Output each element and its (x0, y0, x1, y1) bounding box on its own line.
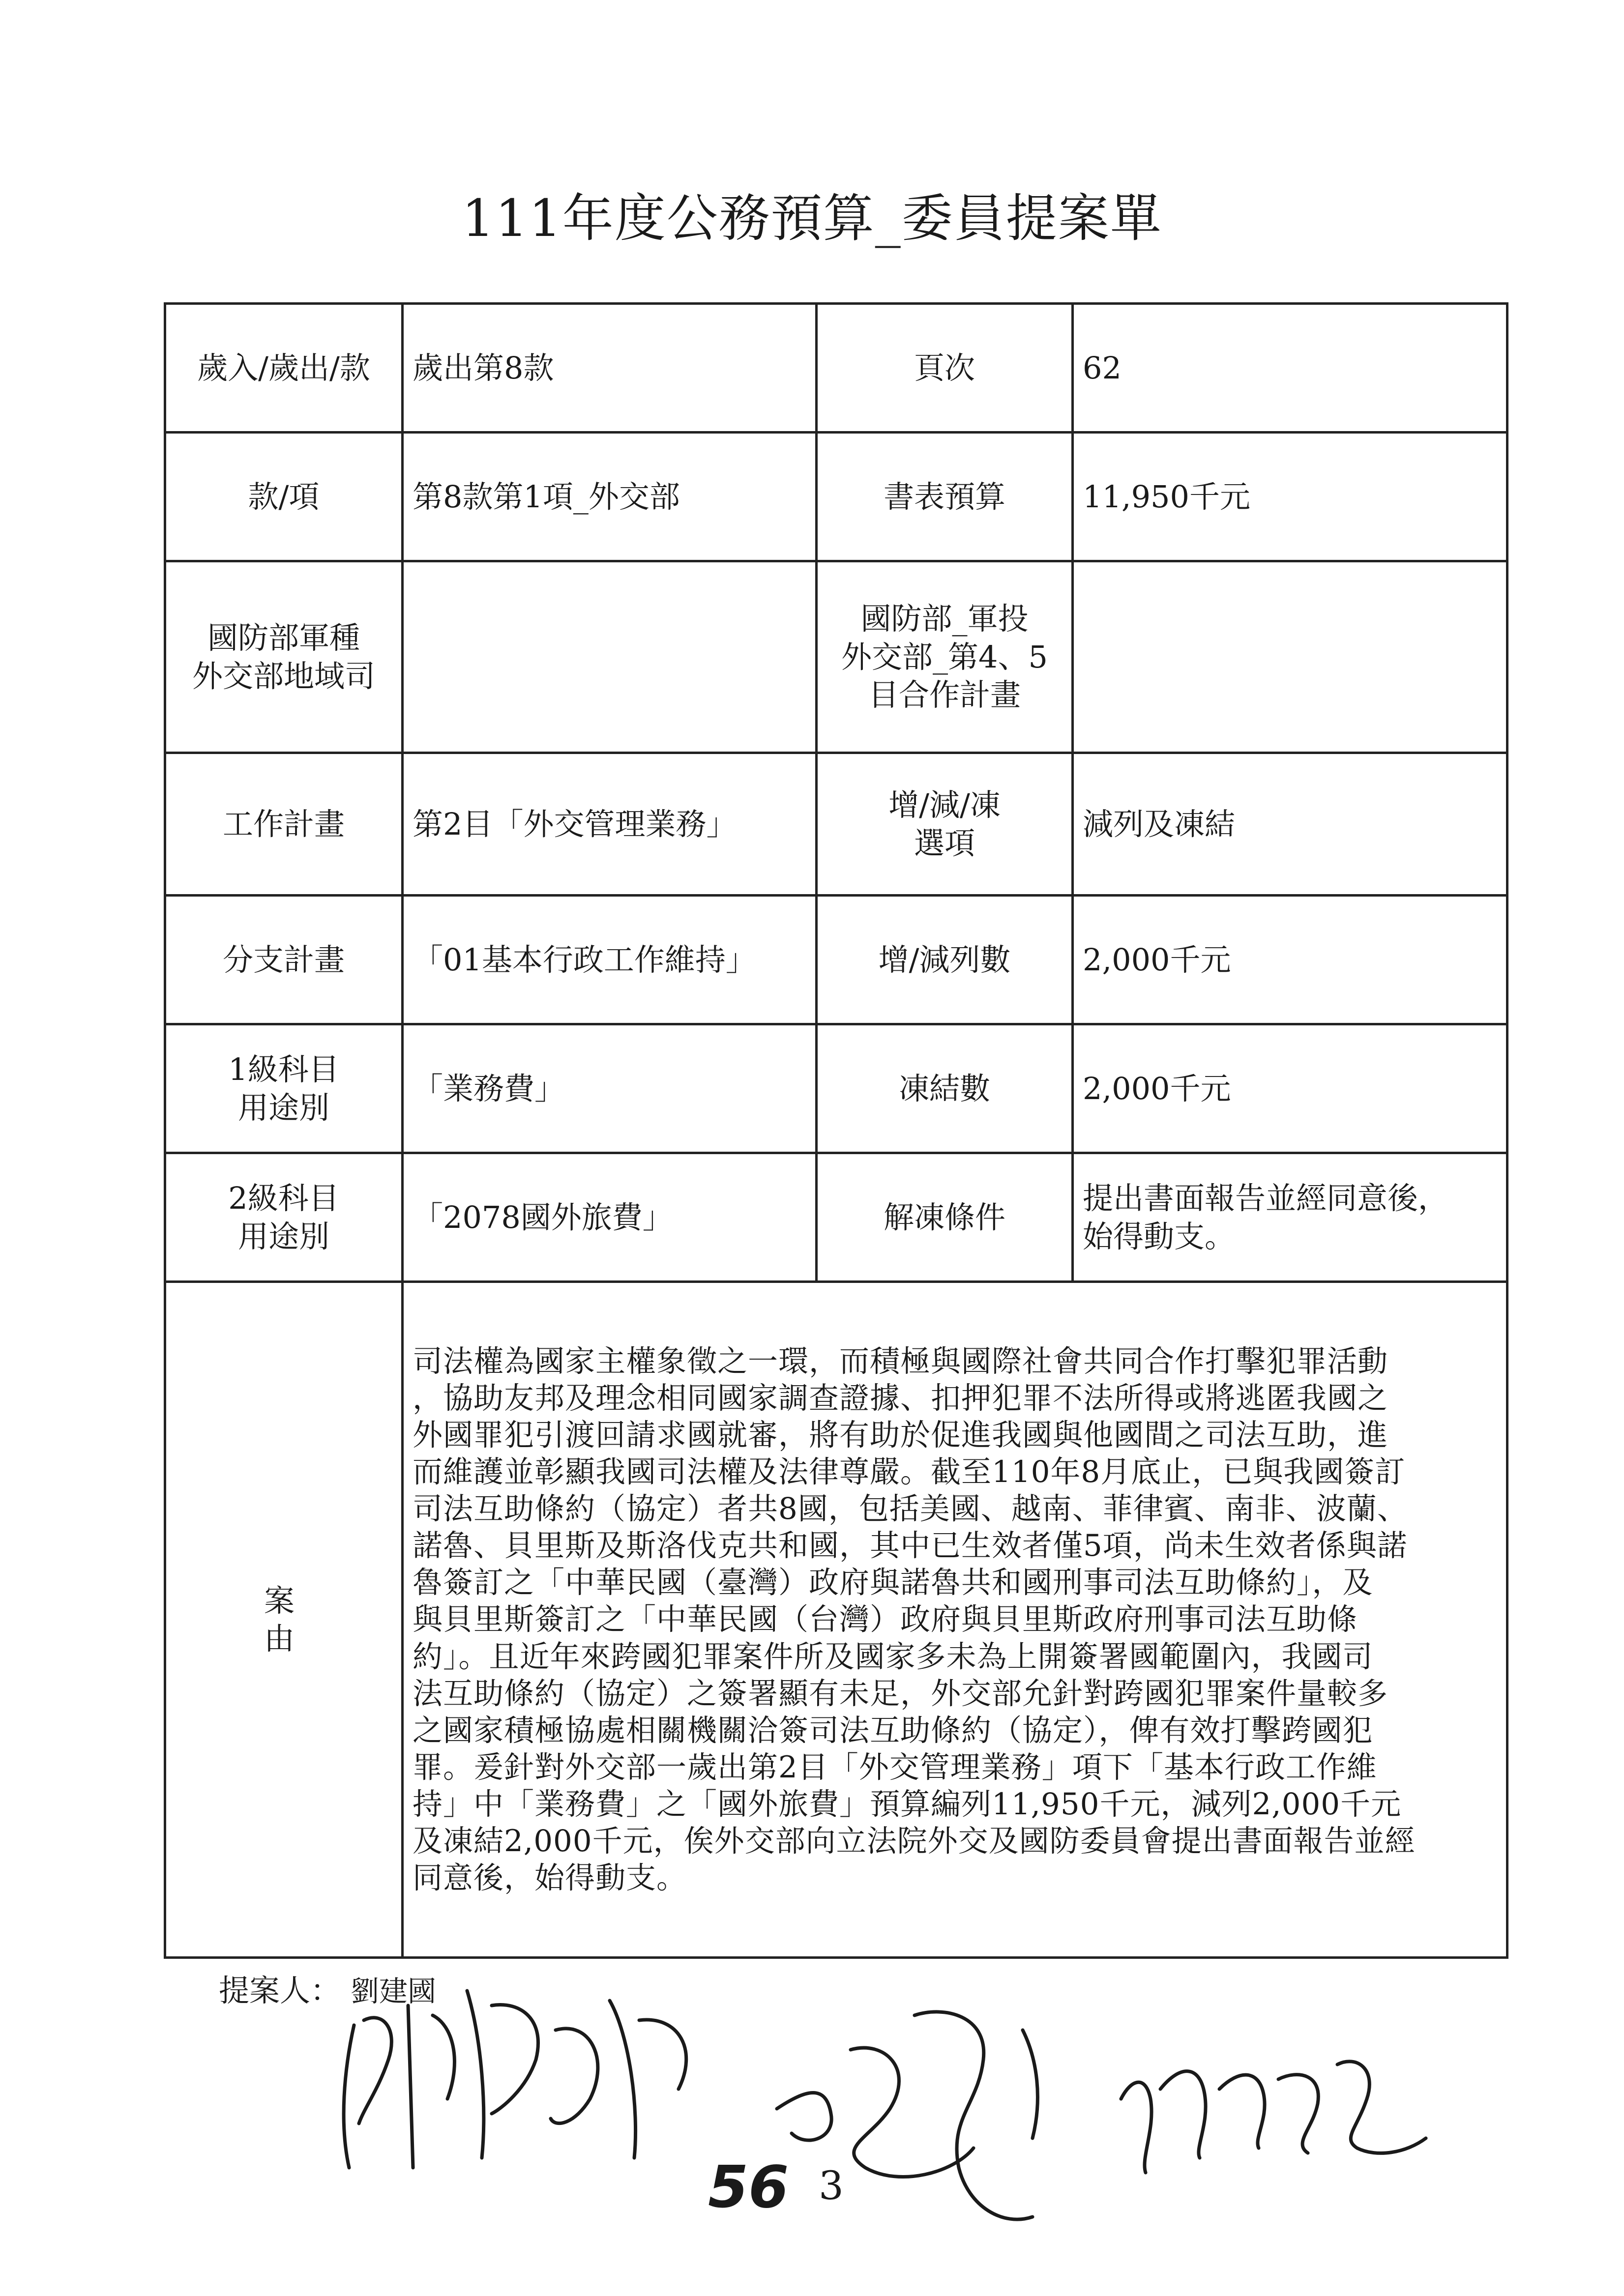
label-work-plan: 工作計畫 (165, 753, 403, 896)
unfreeze-condition-line: 提出書面報告並經同意後， (1083, 1180, 1449, 1216)
proposer-name: 劉建國 (351, 1975, 437, 2008)
label-option (817, 753, 1073, 896)
reason-line: 法互助條約（協定）之簽署顯有未足，外交部允針對跨國犯罪案件量較多 (413, 1676, 1388, 1711)
reason-text (403, 1282, 1507, 1958)
page-title: 111年度公務預算_委員提案單 (462, 188, 1162, 248)
label-level2-line: 2級科目 (228, 1180, 339, 1216)
value-budget: 11,950千元 (1073, 433, 1507, 561)
label-budget: 書表預算 (817, 433, 1073, 561)
row-reason (165, 1282, 1507, 1958)
label-level1 (165, 1024, 403, 1153)
reason-line: 而維護並彰顯我國司法權及法律尊嚴。截至110年8月底止，已與我國簽訂 (413, 1454, 1406, 1490)
label-page: 頁次 (817, 304, 1073, 433)
label-account-type: 歲入/歲出/款 (165, 304, 403, 433)
reason-line: 司法權為國家主權象徵之一環，而積極與國際社會共同合作打擊犯罪活動 (413, 1344, 1388, 1379)
value-cooperation-plan (1073, 561, 1507, 753)
value-option: 減列及凍結 (1073, 753, 1507, 896)
label-cooperation-plan (817, 561, 1073, 753)
label-level2 (165, 1153, 403, 1282)
signature-stroke (1121, 2062, 1426, 2173)
reason-line: 魯簽訂之「中華民國（臺灣）政府與諾魯共和國刑事司法互助條約」，及 (413, 1565, 1373, 1600)
handwritten-page-number: 56 (708, 2153, 789, 2221)
value-page: 62 (1073, 304, 1507, 433)
proposer-label: 提案人： (219, 1973, 341, 2008)
value-item: 第8款第1項_外交部 (403, 433, 817, 561)
proposal-form-table (164, 302, 1508, 1959)
label-option-line: 增/減/凍 (888, 787, 1001, 823)
reason-line: 司法互助條約（協定）者共8國，包括美國、越南、菲律賓、南非、波蘭、 (413, 1491, 1408, 1527)
handwritten-signatures (334, 1961, 1490, 2237)
unfreeze-condition-line: 始得動支。 (1083, 1218, 1236, 1254)
value-level1: 「業務費」 (403, 1024, 817, 1153)
reason-line: 持」中「業務費」之「國外旅費」預算編列11,950千元，減列2,000千元 (413, 1786, 1402, 1822)
reason-line: 外國罪犯引渡回請求國就審，將有助於促進我國與他國間之司法互助，進 (413, 1418, 1388, 1453)
printed-page-number: 3 (819, 2163, 844, 2209)
label-department-line: 外交部地域司 (192, 658, 375, 694)
label-department-line: 國防部軍種 (207, 620, 360, 656)
value-unfreeze-condition (1073, 1153, 1507, 1282)
value-level2: 「2078國外旅費」 (403, 1153, 817, 1282)
value-frozen-amount: 2,000千元 (1073, 1024, 1507, 1153)
label-reason: 案由 (165, 1282, 403, 1958)
row-level2 (165, 1153, 1507, 1282)
row-account (165, 304, 1507, 433)
value-adjust-amount: 2,000千元 (1073, 896, 1507, 1024)
label-item: 款/項 (165, 433, 403, 561)
label-option-line: 選項 (914, 825, 975, 861)
label-frozen-amount: 凍結數 (817, 1024, 1073, 1153)
reason-line: ，協助友邦及理念相同國家調查證據、扣押犯罪不法所得或將逃匿我國之 (413, 1381, 1388, 1416)
value-work-plan: 第2目「外交管理業務」 (403, 753, 817, 896)
row-item (165, 433, 1507, 561)
label-cooperation-line: 國防部_軍投 (860, 601, 1029, 637)
label-unfreeze-condition: 解凍條件 (817, 1153, 1073, 1282)
reason-line: 之國家積極協處相關機關洽簽司法互助條約（協定），俾有效打擊跨國犯 (413, 1713, 1373, 1748)
signature-stroke (777, 2012, 1037, 2219)
row-department (165, 561, 1507, 753)
label-branch-plan: 分支計畫 (165, 896, 403, 1024)
value-branch-plan: 「01基本行政工作維持」 (403, 896, 817, 1024)
label-level1-line: 1級科目 (228, 1051, 339, 1087)
reason-line: 同意後，始得動支。 (413, 1860, 687, 1895)
row-work-plan (165, 753, 1507, 896)
signature-stroke (344, 1991, 686, 2168)
label-level1-line: 用途別 (237, 1089, 329, 1126)
label-cooperation-line: 目合作計畫 (868, 677, 1021, 713)
row-branch-plan (165, 896, 1507, 1024)
reason-line: 與貝里斯簽訂之「中華民國（台灣）政府與貝里斯政府刑事司法互助條 (413, 1602, 1358, 1637)
reason-line: 諾魯、貝里斯及斯洛伐克共和國，其中已生效者僅5項，尚未生效者係與諾 (413, 1528, 1408, 1564)
label-department (165, 561, 403, 753)
row-level1 (165, 1024, 1507, 1153)
label-cooperation-line: 外交部_第4、5 (841, 639, 1048, 675)
label-adjust-amount: 增/減列數 (817, 896, 1073, 1024)
label-level2-line: 用途別 (237, 1218, 329, 1254)
reason-line: 約」。且近年來跨國犯罪案件所及國家多未為上開簽署國範圍內，我國司 (413, 1639, 1373, 1674)
reason-line: 罪。爰針對外交部一歲出第2目「外交管理業務」項下「基本行政工作維 (413, 1749, 1377, 1785)
reason-line: 及凍結2,000千元，俟外交部向立法院外交及國防委員會提出書面報告並經 (413, 1823, 1416, 1859)
value-department (403, 561, 817, 753)
value-account-type: 歲出第8款 (403, 304, 817, 433)
